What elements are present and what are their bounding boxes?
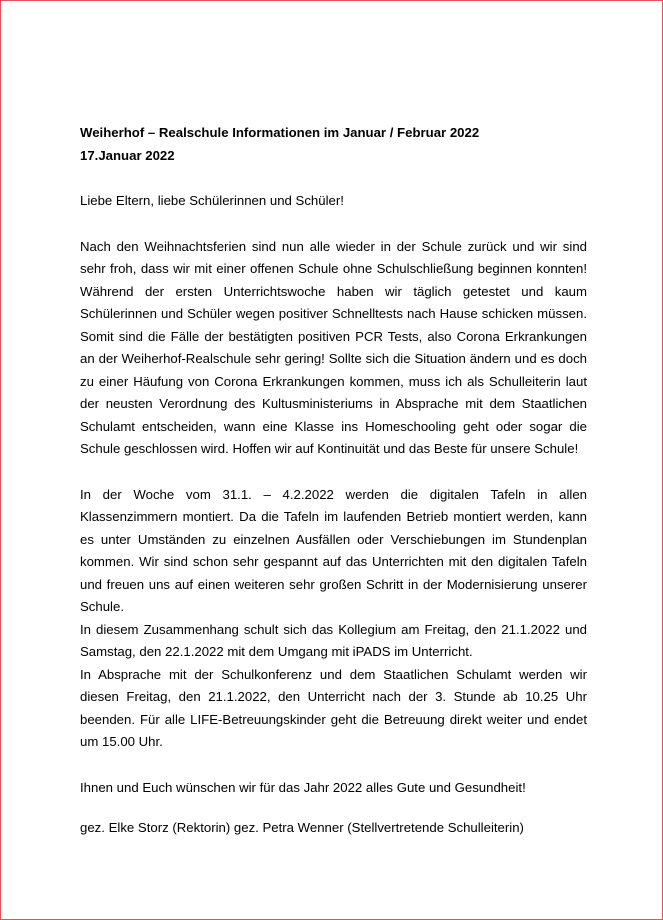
paragraph-covid: Nach den Weihnachtsferien sind nun alle wieder in der Schule zurück und wir sind sehr froh, dass wir mit einer offenen Schule ohne Schulschließung beginnen konnten! Während der ersten Unterrichtswoche haben wir täglich getestet und kaum Schülerinnen und Schüler wegen positiver Schnelltests nach Hause schicken müssen. Somit sind die Fälle der bestätigten positiven PCR Tests, also Corona Erkrankungen an der Weiherhof-Realschule sehr gering! Sollte sich die Situation ändern und es doch zu einer Häufung von Corona Erkrankungen kommen, muss ich als Schulleiterin laut der neusten Verordnung des Kultusministeriums in Absprache mit dem Staatlichen Schulamt entscheiden, wann eine Klasse ins Homeschooling geht oder sogar die Schule geschlossen wird. Hoffen wir auf Kontinuität und das Beste für unsere Schule! <box>80 238 587 456</box>
spacer <box>80 461 587 484</box>
closing-wishes: Ihnen und Euch wünschen wir für das Jahr 2022 alles Gute und Gesundheit! <box>80 779 526 795</box>
spacer <box>80 213 587 236</box>
spacer <box>80 799 587 817</box>
spacer <box>80 167 587 190</box>
document-title: Weiherhof – Realschule Informationen im Januar / Februar 2022 <box>80 125 480 140</box>
paragraph-digital-boards: In der Woche vom 31.1. – 4.2.2022 werden die digitalen Tafeln in allen Klassenzimmern montiert. Da die Tafeln im laufenden Betrieb montiert werden, kann es unter Umständen zu einzelnen Ausfällen oder Verschiebungen im Stundenplan kommen. Wir sind schon sehr gespannt auf das Unterrichten mit den digitalen Tafeln und freuen uns auf einen weiteren sehr großen Schritt in der Modernisierung unserer Schule. <box>80 486 587 614</box>
document-body <box>80 122 587 840</box>
document-date: 17.Januar 2022 <box>80 147 175 163</box>
signature: gez. Elke Storz (Rektorin) gez. Petra Wenner (Stellvertretende Schulleiterin) <box>80 820 524 835</box>
paragraph-staff-training: In diesem Zusammenhang schult sich das Kollegium am Freitag, den 21.1.2022 und Samstag, den 22.1.2022 mit dem Umgang mit iPADS im Unterricht. <box>80 621 587 659</box>
spacer <box>80 754 587 777</box>
paragraph-early-dismissal: In Absprache mit der Schulkonferenz und dem Staatlichen Schulamt werden wir diesen Freitag, den 21.1.2022, den Unterricht nach der 3. Stunde ab 10.25 Uhr beenden. Für alle LIFE-Betreuungskinder geht die Betreuung direkt weiter und endet um 15.00 Uhr. <box>80 666 587 749</box>
greeting: Liebe Eltern, liebe Schülerinnen und Schüler! <box>80 193 344 208</box>
